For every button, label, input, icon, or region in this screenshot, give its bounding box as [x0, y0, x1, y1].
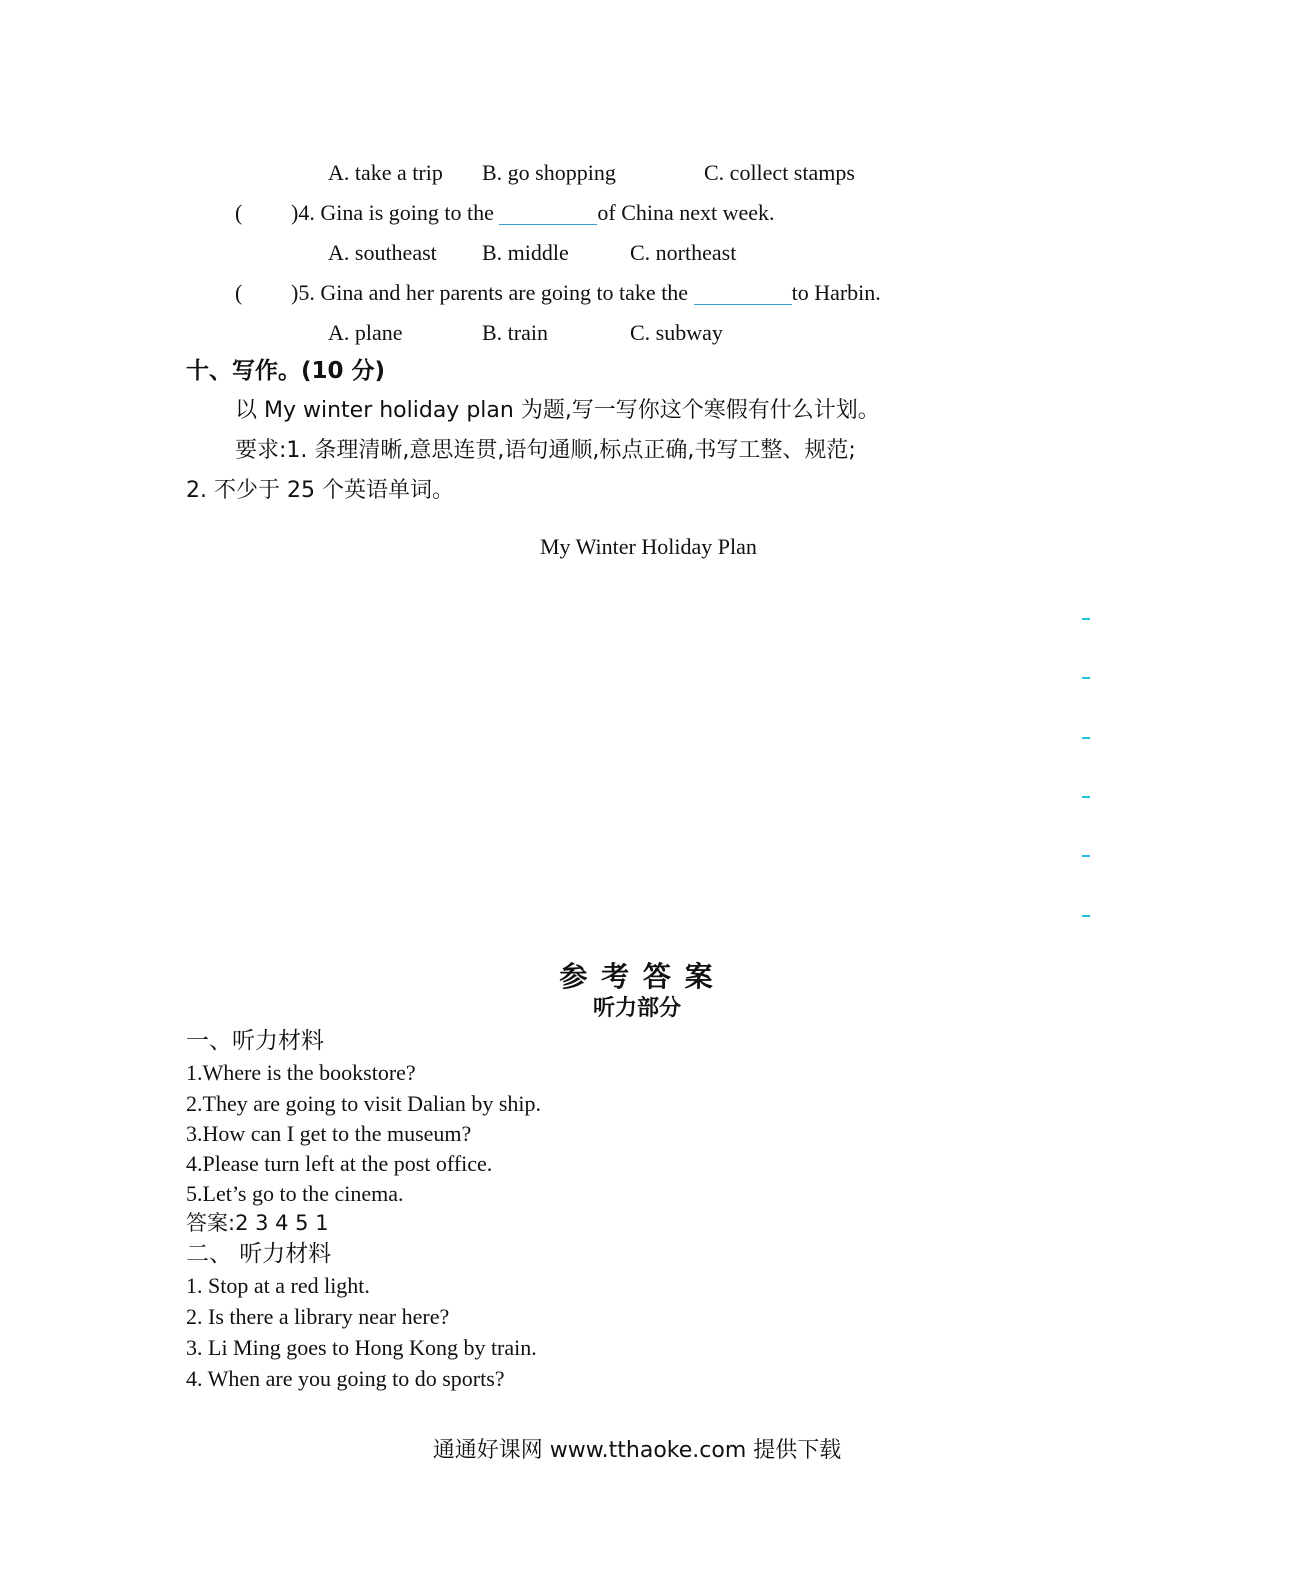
- writing-instruction: 以 My winter holiday plan 为题,写一写你这个寒假有什么计划。: [235, 398, 880, 423]
- q3-option-b: B. go shopping: [482, 160, 616, 185]
- q3-option-c: C. collect stamps: [704, 160, 855, 185]
- writing-line-mark: [1082, 618, 1090, 620]
- q4-option-c: C. northeast: [630, 240, 737, 265]
- q4-stem-before: )4. Gina is going to the: [291, 200, 494, 225]
- q4-option-a: A. southeast: [328, 240, 437, 265]
- q5-stem-after: to Harbin.: [791, 280, 881, 305]
- q4-option-b: B. middle: [482, 240, 569, 265]
- list-item: 4.Please turn left at the post office.: [186, 1151, 493, 1176]
- writing-line-mark: [1082, 855, 1090, 857]
- fill-blank[interactable]: [499, 202, 597, 225]
- list-item: 4. When are you going to do sports?: [186, 1366, 505, 1391]
- writing-heading: 十、写作。(10 分): [186, 358, 386, 384]
- footer-download-note: 通通好课网 www.tthaoke.com 提供下载: [432, 1438, 842, 1463]
- writing-line-mark: [1082, 796, 1090, 798]
- answer-paren: (: [235, 280, 243, 305]
- list-item: 2.They are going to visit Dalian by ship.: [186, 1091, 541, 1116]
- q5-option-c: C. subway: [630, 320, 723, 345]
- q5-option-b: B. train: [482, 320, 548, 345]
- list-item: 1. Stop at a red light.: [186, 1273, 370, 1298]
- writing-title: My Winter Holiday Plan: [540, 534, 757, 559]
- q3-option-a: A. take a trip: [328, 160, 443, 185]
- list-item: 1.Where is the bookstore?: [186, 1060, 416, 1085]
- writing-requirement-2: 2. 不少于 25 个英语单词。: [186, 478, 454, 503]
- fill-blank[interactable]: [694, 282, 792, 305]
- writing-line-mark: [1082, 915, 1090, 917]
- list-item: 3. Li Ming goes to Hong Kong by train.: [186, 1335, 537, 1360]
- list-item: 5.Let’s go to the cinema.: [186, 1181, 404, 1206]
- answer-paren: (: [235, 200, 243, 225]
- q4-stem-after: of China next week.: [597, 200, 775, 225]
- answers-subtitle: 听力部分: [592, 996, 681, 1021]
- list-item: 3.How can I get to the museum?: [186, 1121, 472, 1146]
- section-2-heading: 二、 听力材料: [186, 1241, 332, 1267]
- answers-title: 参 考 答 案: [559, 960, 715, 993]
- writing-requirement-1: 要求:1. 条理清晰,意思连贯,语句通顺,标点正确,书写工整、规范;: [235, 438, 856, 463]
- q5-stem-before: )5. Gina and her parents are going to take the: [291, 280, 689, 305]
- q4-stem: [235, 202, 775, 225]
- section-1-heading: 一、听力材料: [186, 1028, 324, 1054]
- section-1-answer: 答案:2 3 4 5 1: [186, 1211, 329, 1235]
- q5-option-a: A. plane: [328, 320, 403, 345]
- list-item: 2. Is there a library near here?: [186, 1304, 450, 1329]
- q5-stem: [235, 282, 881, 305]
- writing-line-mark: [1082, 737, 1090, 739]
- writing-line-mark: [1082, 677, 1090, 679]
